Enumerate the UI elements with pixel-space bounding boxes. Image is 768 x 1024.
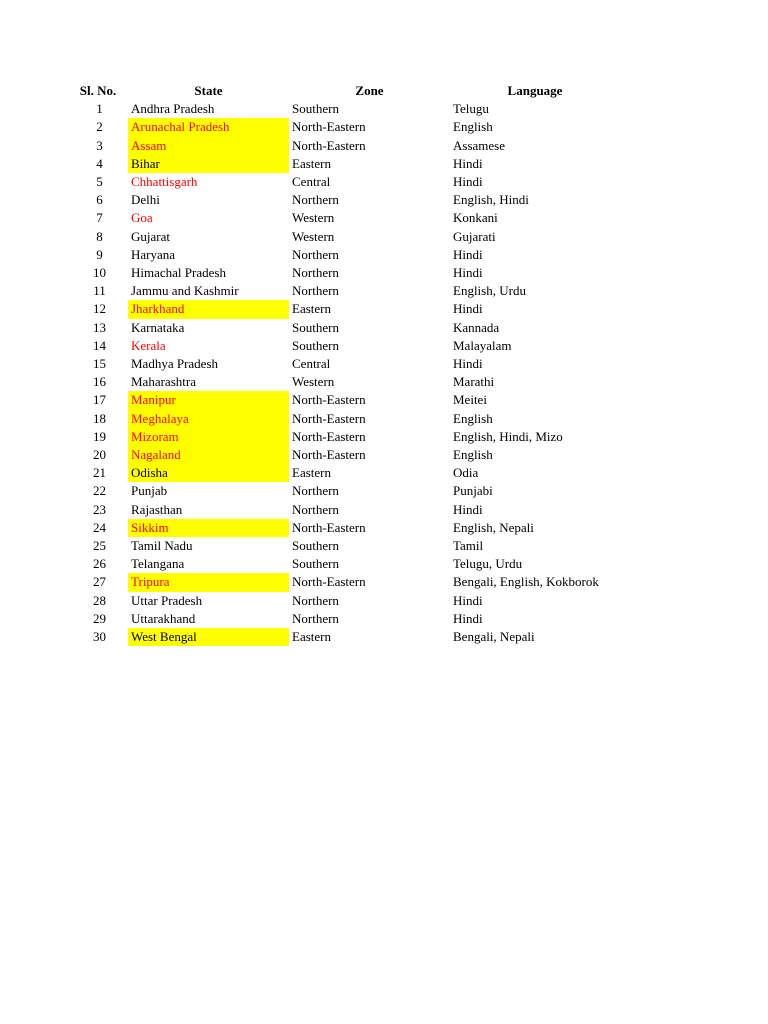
- table-row: [68, 173, 620, 191]
- cell-zone: Southern: [292, 538, 339, 554]
- table-row: [68, 191, 620, 209]
- cell-sl-no: 7: [96, 210, 103, 226]
- cell-zone: North-Eastern: [292, 137, 366, 153]
- cell-zone: North-Eastern: [292, 119, 366, 135]
- cell-zone: Northern: [292, 483, 339, 499]
- cell-sl-no: 2: [96, 119, 103, 135]
- cell-sl-no: 11: [93, 283, 106, 299]
- table-row: [68, 628, 620, 646]
- cell-state: Tamil Nadu: [131, 538, 193, 554]
- cell-language: Odia: [453, 465, 479, 481]
- table-row: [68, 391, 620, 409]
- cell-language: Tamil: [453, 538, 484, 554]
- cell-zone: Northern: [292, 283, 339, 299]
- table-row: [68, 300, 620, 318]
- cell-language: English, Urdu: [453, 283, 526, 299]
- table-row: [68, 118, 620, 136]
- cell-state: Meghalaya: [128, 410, 289, 428]
- cell-zone: Northern: [292, 265, 339, 281]
- cell-state: Gujarat: [131, 228, 170, 244]
- cell-zone: Central: [292, 356, 331, 372]
- table-row: [68, 209, 620, 227]
- cell-state: Jharkhand: [128, 300, 289, 318]
- cell-state: Manipur: [128, 391, 289, 409]
- cell-sl-no: 14: [93, 337, 106, 353]
- cell-language: Kannada: [453, 319, 500, 335]
- cell-language: Assamese: [453, 137, 505, 153]
- cell-state: Bihar: [128, 155, 289, 173]
- cell-language: Punjabi: [453, 483, 493, 499]
- cell-sl-no: 29: [93, 610, 106, 626]
- cell-state: Tripura: [128, 573, 289, 591]
- cell-zone: North-Eastern: [292, 428, 366, 444]
- cell-state: Maharashtra: [131, 374, 196, 390]
- table-row: [68, 355, 620, 373]
- cell-zone: Eastern: [292, 629, 331, 645]
- cell-language: Telugu: [453, 101, 489, 117]
- table-row: [68, 464, 620, 482]
- cell-state: Uttarakhand: [131, 610, 196, 626]
- cell-language: Hindi: [453, 301, 483, 317]
- cell-zone: North-Eastern: [292, 447, 366, 463]
- cell-language: English, Nepali: [453, 519, 534, 535]
- cell-language: Malayalam: [453, 337, 512, 353]
- cell-language: Hindi: [453, 592, 483, 608]
- cell-zone: Southern: [292, 319, 339, 335]
- cell-language: Hindi: [453, 265, 483, 281]
- cell-sl-no: 10: [93, 265, 106, 281]
- cell-language: Hindi: [453, 155, 483, 171]
- cell-zone: Northern: [292, 192, 339, 208]
- header-row: [68, 82, 620, 100]
- table-row: [68, 155, 620, 173]
- cell-language: Meitei: [453, 392, 487, 408]
- cell-state: Sikkim: [128, 519, 289, 537]
- cell-language: English: [453, 410, 493, 426]
- cell-state: Haryana: [131, 246, 176, 262]
- table-row: [68, 319, 620, 337]
- cell-zone: Southern: [292, 337, 339, 353]
- cell-sl-no: 13: [93, 319, 106, 335]
- cell-sl-no: 25: [93, 538, 106, 554]
- cell-state: Nagaland: [128, 446, 289, 464]
- table-row: [68, 482, 620, 500]
- cell-sl-no: 26: [93, 556, 106, 572]
- cell-zone: Northern: [292, 592, 339, 608]
- cell-state: Arunachal Pradesh: [128, 118, 289, 136]
- cell-state: Mizoram: [128, 428, 289, 446]
- header-zone: Zone: [355, 83, 384, 98]
- cell-sl-no: 22: [93, 483, 106, 499]
- cell-state: Odisha: [128, 464, 289, 482]
- cell-sl-no: 30: [93, 629, 106, 645]
- cell-state: Telangana: [131, 556, 185, 572]
- cell-sl-no: 20: [93, 447, 106, 463]
- cell-language: English: [453, 447, 493, 463]
- cell-zone: North-Eastern: [292, 574, 366, 590]
- cell-sl-no: 23: [93, 501, 106, 517]
- cell-language: Konkani: [453, 210, 498, 226]
- cell-sl-no: 6: [96, 192, 103, 208]
- cell-language: Hindi: [453, 174, 483, 190]
- header-sl-no: Sl. No.: [79, 83, 117, 98]
- cell-sl-no: 12: [93, 301, 106, 317]
- cell-sl-no: 19: [93, 428, 106, 444]
- cell-language: English, Hindi: [453, 192, 529, 208]
- cell-sl-no: 27: [93, 574, 106, 590]
- table-row: [68, 100, 620, 118]
- table-row: [68, 246, 620, 264]
- table-row: [68, 428, 620, 446]
- table-row: [68, 555, 620, 573]
- cell-zone: Northern: [292, 246, 339, 262]
- cell-sl-no: 16: [93, 374, 106, 390]
- cell-language: Hindi: [453, 610, 483, 626]
- cell-state: Jammu and Kashmir: [131, 283, 239, 299]
- cell-zone: Northern: [292, 501, 339, 517]
- cell-sl-no: 18: [93, 410, 106, 426]
- cell-state: Madhya Pradesh: [131, 356, 219, 372]
- cell-sl-no: 9: [96, 246, 103, 262]
- cell-zone: North-Eastern: [292, 392, 366, 408]
- cell-state: Delhi: [131, 192, 160, 208]
- cell-state: Himachal Pradesh: [131, 265, 226, 281]
- table-row: [68, 501, 620, 519]
- table-row: [68, 592, 620, 610]
- cell-state: Assam: [128, 137, 289, 155]
- cell-state: Goa: [131, 210, 153, 226]
- cell-zone: Eastern: [292, 155, 331, 171]
- cell-language: Bengali, English, Kokborok: [453, 574, 599, 590]
- cell-zone: Western: [292, 210, 335, 226]
- table-row: [68, 137, 620, 155]
- header-state: State: [194, 83, 223, 98]
- table-body: [68, 100, 620, 646]
- cell-sl-no: 17: [93, 392, 106, 408]
- table-row: [68, 337, 620, 355]
- table-row: [68, 537, 620, 555]
- cell-zone: North-Eastern: [292, 519, 366, 535]
- cell-state: Karnataka: [131, 319, 185, 335]
- table-row: [68, 264, 620, 282]
- table-row: [68, 410, 620, 428]
- cell-language: English, Hindi, Mizo: [453, 428, 563, 444]
- table-row: [68, 519, 620, 537]
- cell-state: Rajasthan: [131, 501, 183, 517]
- cell-sl-no: 28: [93, 592, 106, 608]
- cell-zone: Central: [292, 174, 331, 190]
- table-row: [68, 373, 620, 391]
- cell-language: Hindi: [453, 246, 483, 262]
- cell-sl-no: 4: [96, 155, 103, 171]
- cell-language: Marathi: [453, 374, 495, 390]
- cell-language: Telugu, Urdu: [453, 556, 523, 572]
- states-table: [68, 82, 620, 646]
- cell-sl-no: 5: [96, 174, 103, 190]
- cell-zone: Western: [292, 374, 335, 390]
- cell-sl-no: 1: [96, 101, 103, 117]
- cell-language: Bengali, Nepali: [453, 629, 535, 645]
- cell-state: Chhattisgarh: [131, 174, 198, 190]
- cell-zone: Southern: [292, 101, 339, 117]
- table-row: [68, 446, 620, 464]
- table-row: [68, 610, 620, 628]
- cell-sl-no: 24: [93, 519, 106, 535]
- table-row: [68, 573, 620, 591]
- cell-language: Gujarati: [453, 228, 496, 244]
- cell-zone: North-Eastern: [292, 410, 366, 426]
- cell-language: English: [453, 119, 493, 135]
- cell-sl-no: 15: [93, 356, 106, 372]
- cell-state: Kerala: [131, 337, 166, 353]
- cell-state: West Bengal: [128, 628, 289, 646]
- cell-zone: Eastern: [292, 465, 331, 481]
- cell-zone: Western: [292, 228, 335, 244]
- cell-sl-no: 21: [93, 465, 106, 481]
- table-row: [68, 282, 620, 300]
- cell-zone: Eastern: [292, 301, 331, 317]
- cell-state: Andhra Pradesh: [131, 101, 215, 117]
- cell-state: Punjab: [131, 483, 168, 499]
- table-row: [68, 228, 620, 246]
- cell-language: Hindi: [453, 501, 483, 517]
- cell-sl-no: 3: [96, 137, 103, 153]
- cell-language: Hindi: [453, 356, 483, 372]
- header-language: Language: [507, 83, 563, 98]
- cell-sl-no: 8: [96, 228, 103, 244]
- cell-zone: Southern: [292, 556, 339, 572]
- cell-zone: Northern: [292, 610, 339, 626]
- cell-state: Uttar Pradesh: [131, 592, 203, 608]
